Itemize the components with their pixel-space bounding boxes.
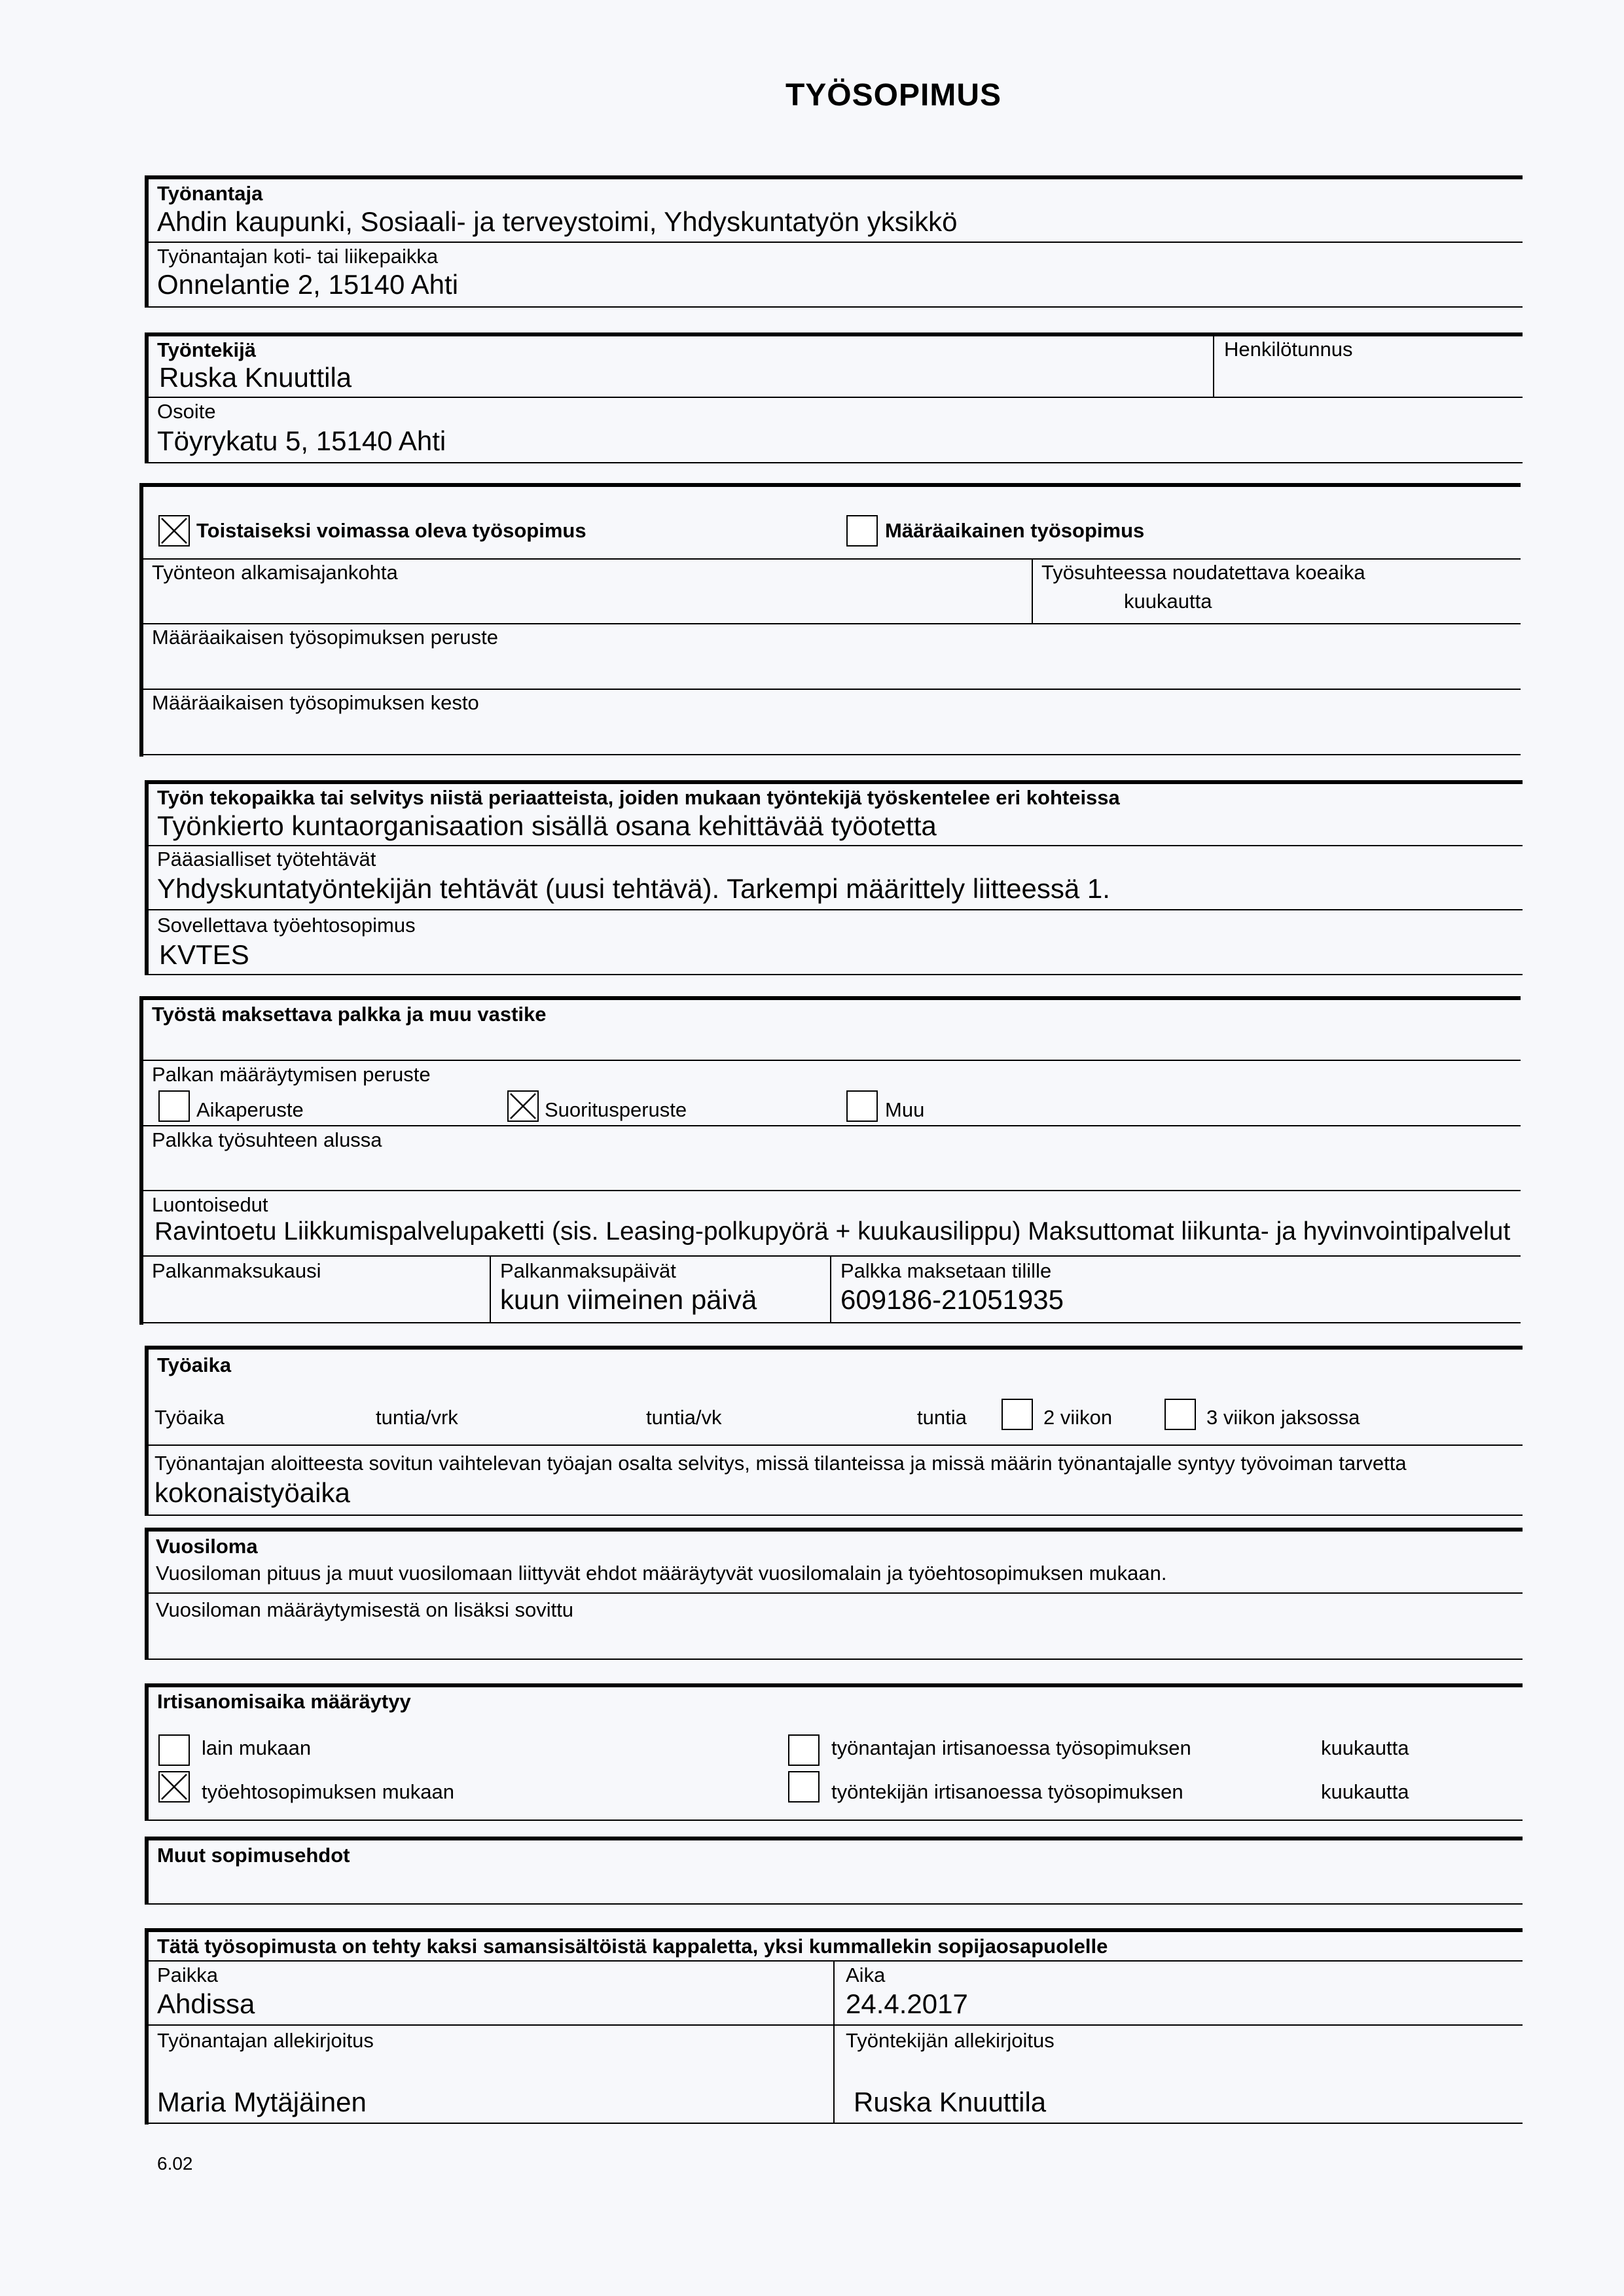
pay-period-label: Palkanmaksukausi (152, 1259, 321, 1282)
vacation-text: Vuosiloman pituus ja muut vuosilomaan liittyvät ehdot määräytyvät vuosilomalain ja työehtosopimuksen mukaan. (156, 1562, 1167, 1585)
vacation-extra-label: Vuosiloman määräytymisestä on lisäksi sovittu (156, 1598, 574, 1621)
employee-address[interactable]: Töyrykatu 5, 15140 Ahti (157, 425, 446, 456)
performance-basis-checkbox[interactable] (507, 1090, 539, 1122)
trial-period-label: Työsuhteessa noudatettava koeaika (1041, 561, 1365, 584)
by-agreement-check-mark (160, 1772, 189, 1801)
two-weeks-label: 2 viikon (1043, 1406, 1113, 1429)
permanent-label: Toistaiseksi voimassa oleva työsopimus (196, 519, 586, 542)
employer-notice-checkbox[interactable] (788, 1734, 820, 1766)
time-basis-checkbox[interactable] (158, 1090, 190, 1122)
employer-label: Työnantaja (157, 182, 263, 205)
variable-hours-label: Työnantajan aloitteesta sovitun vaihtelevan työajan osalta selvitys, missä tilanteissa ja missä määrin työnantajalle syntyy työvoiman tarvetta (154, 1452, 1407, 1475)
document-title: TYÖSOPIMUS (785, 78, 1002, 113)
vacation-header: Vuosiloma (156, 1535, 258, 1558)
hours-per-day: tuntia/vrk (376, 1406, 458, 1429)
two-weeks-checkbox[interactable] (1001, 1399, 1033, 1430)
three-weeks-checkbox[interactable] (1164, 1399, 1196, 1430)
account-label: Palkka maksetaan tilille (840, 1259, 1052, 1282)
pay-header: Työstä maksettava palkka ja muu vastike (152, 1003, 547, 1026)
hours-per-week: tuntia/vk (646, 1406, 722, 1429)
employee-notice-unit: kuukautta (1321, 1780, 1409, 1803)
by-law-label: lain mukaan (202, 1736, 312, 1759)
employer-notice-label: työnantajan irtisanoessa työsopimuksen (831, 1736, 1191, 1759)
notice-header: Irtisanomisaika määräytyy (157, 1690, 411, 1713)
hours-label: Työaika (154, 1406, 225, 1429)
employee-signature-label: Työntekijän allekirjoitus (846, 2029, 1055, 2052)
benefits[interactable]: Ravintoetu Liikkumispalvelupaketti (sis. Leasing-polkupyörä + kuukausilippu) Maksuttomat liikunta- ja hyvinvointipalvelut (154, 1217, 1511, 1246)
employer-place-label: Työnantajan koti- tai liikepaikka (157, 245, 439, 268)
fixed-term-label: Määräaikainen työsopimus (885, 519, 1145, 542)
employee-notice-checkbox[interactable] (788, 1771, 820, 1803)
tasks-label: Pääasialliset työtehtävät (157, 848, 376, 870)
employer-place[interactable]: Onnelantie 2, 15140 Ahti (157, 269, 459, 300)
date[interactable]: 24.4.2017 (846, 1988, 968, 2019)
signing-header: Tätä työsopimusta on tehty kaksi samansisältöistä kappaletta, yksi kummallekin sopijaosapuolelle (157, 1935, 1108, 1958)
employer-notice-unit: kuukautta (1321, 1736, 1409, 1759)
work-place-label: Työn tekopaikka tai selvitys niistä periaatteista, joiden mukaan työntekijä työskentelee eri kohteissa (157, 786, 1120, 809)
agreement[interactable]: KVTES (159, 939, 249, 970)
other-terms-header: Muut sopimusehdot (157, 1844, 350, 1867)
employer-signature[interactable]: Maria Mytäjäinen (157, 2087, 367, 2117)
trial-period-unit: kuukautta (1124, 590, 1212, 613)
work-place[interactable]: Työnkierto kuntaorganisaation sisällä osana kehittävää työotetta (157, 810, 937, 841)
benefits-label: Luontoisedut (152, 1193, 268, 1216)
start-pay-label: Palkka työsuhteen alussa (152, 1128, 382, 1151)
place[interactable]: Ahdissa (157, 1988, 255, 2019)
by-agreement-checkbox[interactable] (158, 1771, 190, 1803)
pay-basis-label: Palkan määräytymisen peruste (152, 1063, 431, 1086)
start-date-label: Työnteon alkamisajankohta (152, 561, 398, 584)
paydays-label: Palkanmaksupäivät (500, 1259, 676, 1282)
time-basis-label: Aikaperuste (196, 1098, 304, 1121)
place-label: Paikka (157, 1964, 219, 1986)
tasks[interactable]: Yhdyskuntatyöntekijän tehtävät (uusi tehtävä). Tarkempi määrittely liitteessä 1. (157, 873, 1110, 904)
form-version: 6.02 (157, 2153, 193, 2174)
paydays[interactable]: kuun viimeinen päivä (500, 1284, 757, 1315)
other-basis-checkbox[interactable] (846, 1090, 878, 1122)
fixed-duration-label: Määräaikaisen työsopimuksen kesto (152, 691, 479, 714)
employee-id-label: Henkilötunnus (1224, 338, 1353, 361)
fixed-term-checkbox[interactable] (846, 515, 878, 547)
other-basis-label: Muu (885, 1098, 925, 1121)
agreement-label: Sovellettava työehtosopimus (157, 914, 416, 937)
hours-header: Työaika (157, 1354, 232, 1376)
employer-signature-label: Työnantajan allekirjoitus (157, 2029, 374, 2052)
employee-address-label: Osoite (157, 400, 216, 423)
employee-name[interactable]: Ruska Knuuttila (159, 362, 352, 393)
employee-label: Työntekijä (157, 338, 257, 361)
employee-signature[interactable]: Ruska Knuuttila (854, 2087, 1047, 2117)
variable-hours[interactable]: kokonaistyöaika (154, 1477, 350, 1508)
three-weeks-label: 3 viikon jaksossa (1206, 1406, 1360, 1429)
performance-basis-label: Suoritusperuste (545, 1098, 687, 1121)
employee-notice-label: työntekijän irtisanoessa työsopimuksen (831, 1780, 1183, 1803)
permanent-check-mark (160, 516, 189, 545)
by-agreement-label: työehtosopimuksen mukaan (202, 1780, 455, 1803)
performance-check-mark (509, 1092, 537, 1121)
employer-name[interactable]: Ahdin kaupunki, Sosiaali- ja terveystoimi, Yhdyskuntatyön yksikkö (157, 206, 958, 237)
hours-unit: tuntia (917, 1406, 967, 1429)
permanent-checkbox[interactable] (158, 515, 190, 547)
fixed-basis-label: Määräaikaisen työsopimuksen peruste (152, 626, 498, 649)
account[interactable]: 609186-21051935 (840, 1284, 1064, 1315)
date-label: Aika (846, 1964, 886, 1986)
by-law-checkbox[interactable] (158, 1734, 190, 1766)
